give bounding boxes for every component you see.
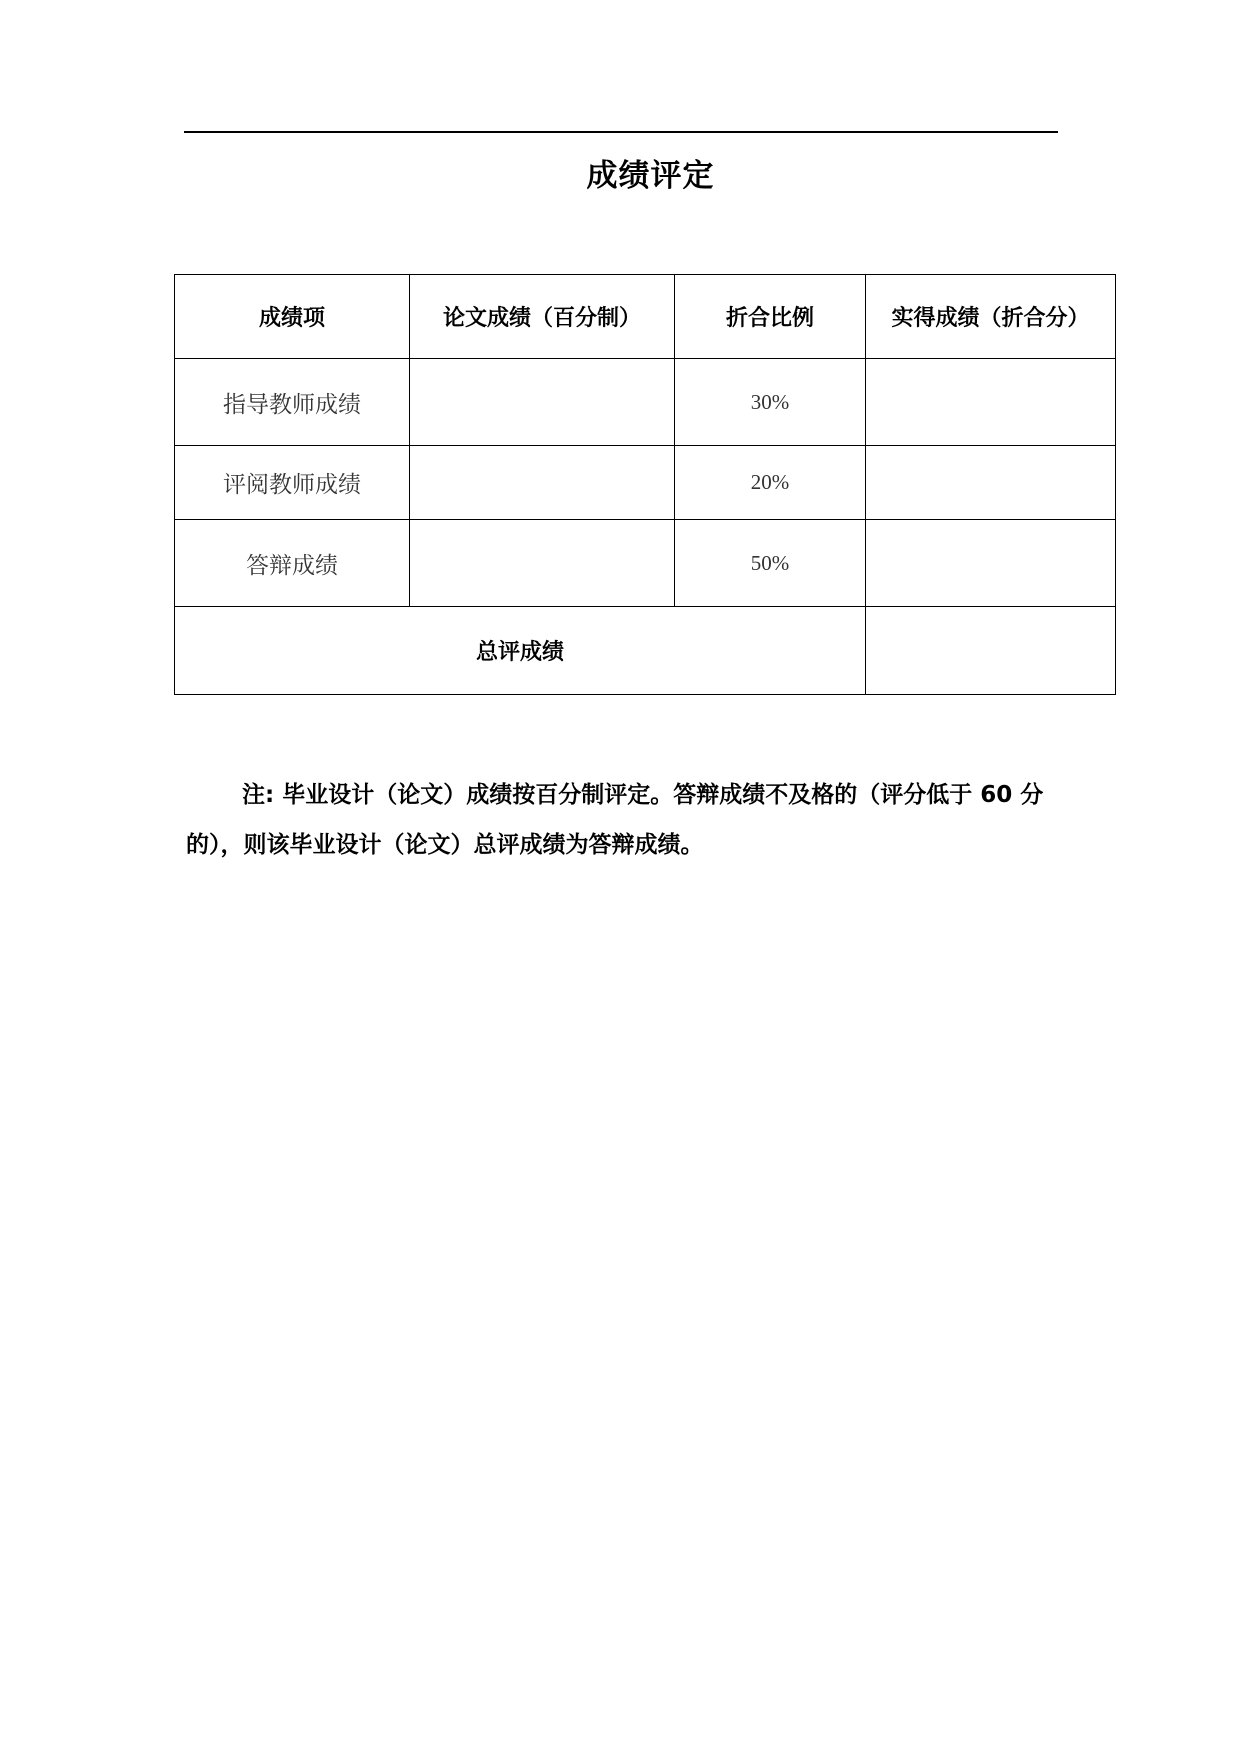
page-title: 成绩评定 <box>586 158 715 194</box>
header-ratio: 折合比例 <box>675 275 866 359</box>
header-converted-score: 实得成绩（折合分） <box>866 275 1116 359</box>
total-label: 总评成绩 <box>175 607 866 695</box>
row-ratio-defense: 50% <box>675 520 866 607</box>
row-converted-advisor[interactable] <box>866 359 1116 446</box>
row-score-defense[interactable] <box>410 520 675 607</box>
total-value[interactable] <box>866 607 1116 695</box>
top-divider <box>184 131 1058 133</box>
row-converted-reviewer[interactable] <box>866 446 1116 520</box>
table-total-row <box>175 607 1116 695</box>
header-item: 成绩项 <box>175 275 410 359</box>
table-row <box>175 359 1116 446</box>
row-ratio-advisor: 30% <box>675 359 866 446</box>
grading-note: 注: 毕业设计（论文）成绩按百分制评定。答辩成绩不及格的（评分低于 60 分的），则该毕业设计（论文）总评成绩为答辩成绩。 <box>186 782 1044 858</box>
row-score-reviewer[interactable] <box>410 446 675 520</box>
row-ratio-reviewer: 20% <box>675 446 866 520</box>
grade-table <box>174 274 1116 695</box>
row-item-advisor: 指导教师成绩 <box>175 359 410 446</box>
row-item-reviewer: 评阅教师成绩 <box>175 446 410 520</box>
header-paper-score: 论文成绩（百分制） <box>410 275 675 359</box>
row-converted-defense[interactable] <box>866 520 1116 607</box>
table-header-row <box>175 275 1116 359</box>
row-score-advisor[interactable] <box>410 359 675 446</box>
table-row <box>175 520 1116 607</box>
table-row <box>175 446 1116 520</box>
row-item-defense: 答辩成绩 <box>175 520 410 607</box>
